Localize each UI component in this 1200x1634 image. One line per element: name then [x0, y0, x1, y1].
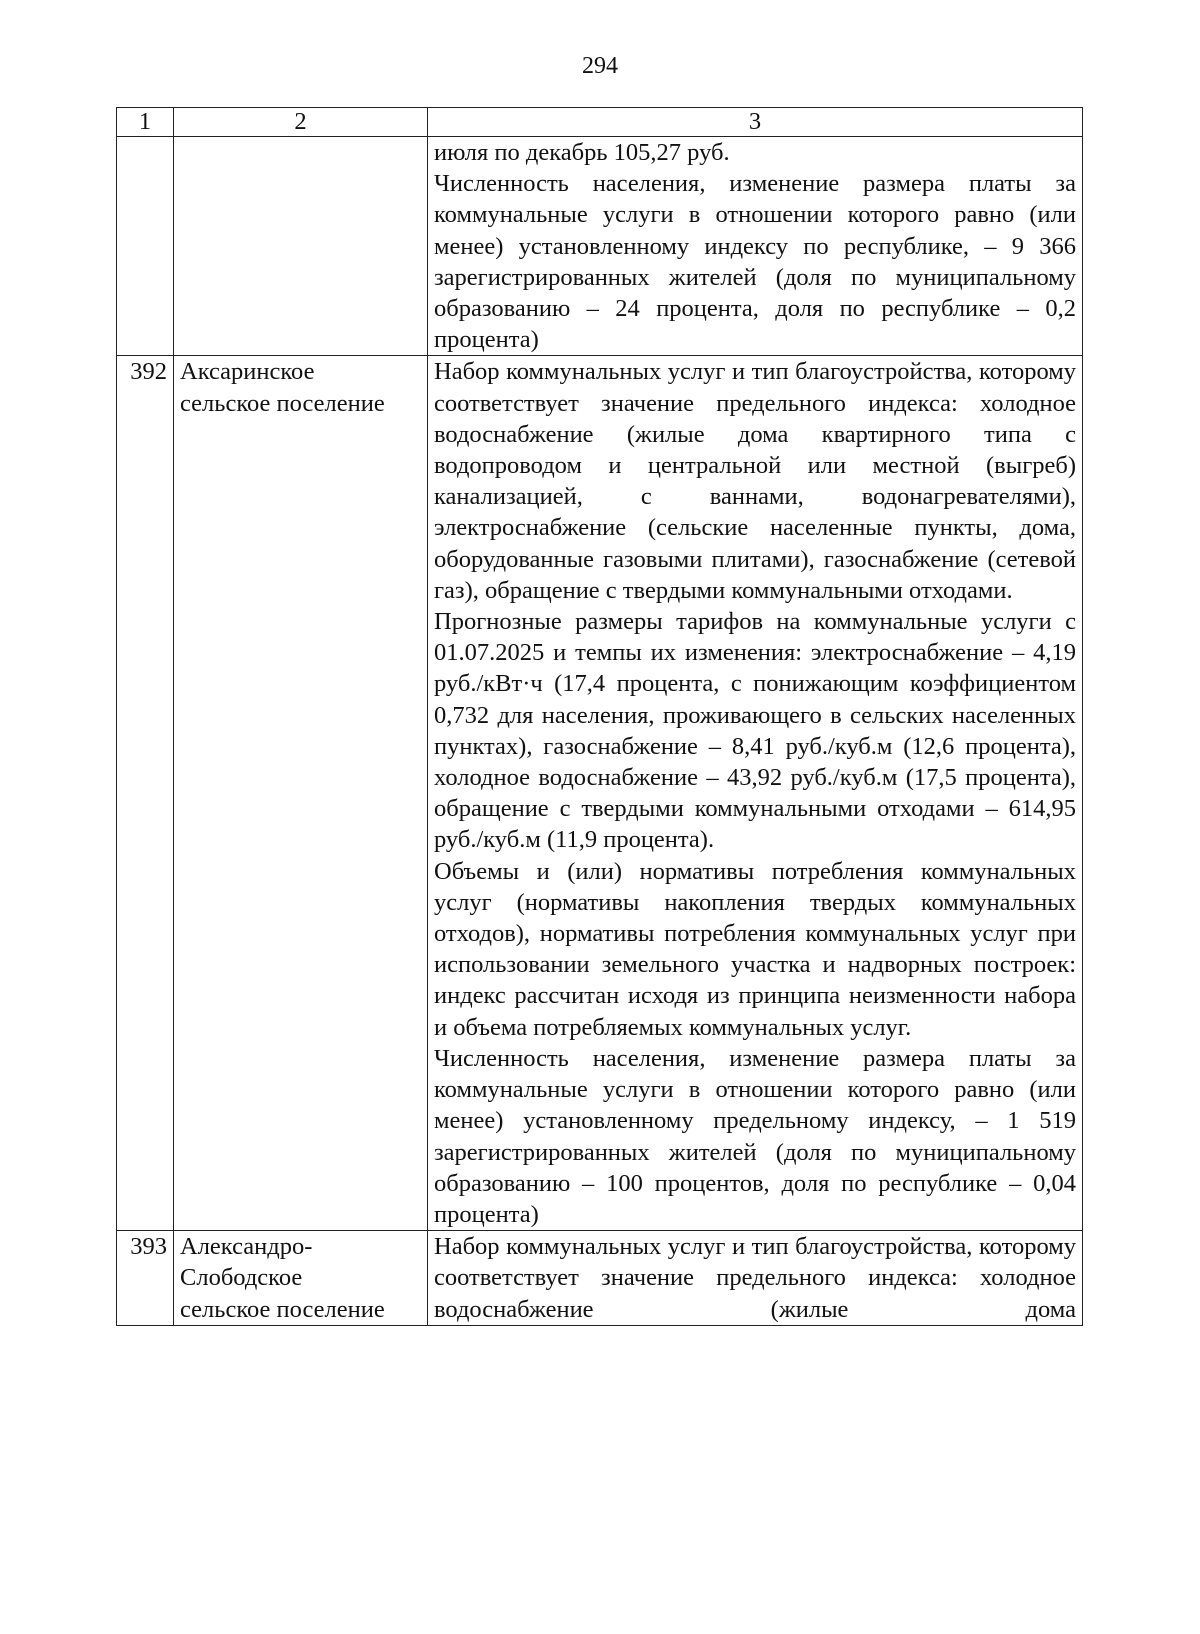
municipality-name-line: сельское поселение: [180, 389, 385, 417]
table-row: [117, 356, 1083, 1231]
column-header-3: 3: [428, 108, 1083, 137]
description-paragraph: Численность населения, изменение размера платы за коммунальные услуги в отношении которого равно (или менее) установленному предельному индексу, – 1 519 зарегистрированных жителей (доля по муниципальному образованию – 100 процентов, доля по республике – 0,04 процента): [434, 1044, 1076, 1228]
municipality-name: [174, 356, 428, 1231]
row-number: 393: [117, 1231, 174, 1326]
municipality-name: [174, 1231, 428, 1326]
tariff-index-table: [116, 107, 1083, 1326]
municipality-name: [174, 137, 428, 356]
description-paragraph: июля по декабрь 105,27 руб.: [434, 139, 730, 166]
municipality-name-line: Слободское: [180, 1264, 303, 1292]
table-row: [117, 137, 1083, 356]
description-paragraph: Прогнозные размеры тарифов на коммунальные услуги с 01.07.2025 и темпы их изменения: электроснабжение – 4,19 руб./кВт·ч (17,4 процента, с понижающим коэффициентом 0,732 для населения, проживающего в сельских населенных пунктах), газоснабжение – 8,41 руб./куб.м (12,6 процента), холодное водоснабжение – 43,92 руб./куб.м (17,5 процента), обращение с твердыми коммунальными отходами – 614,95 руб./куб.м (11,9 процента).: [434, 608, 1076, 854]
municipality-name-line: сельское поселение: [180, 1295, 385, 1323]
description-paragraph: Объемы и (или) нормативы потребления коммунальных услуг (нормативы накопления твердых коммунальных отходов), нормативы потребления коммунальных услуг при использовании земельного участка и надворных построек: индекс рассчитан исходя из принципа неизменности набора и объема потребляемых коммунальных услуг.: [434, 857, 1076, 1041]
column-header-1: 1: [117, 108, 174, 137]
row-description: [428, 137, 1083, 356]
page-number: 294: [582, 53, 618, 79]
table-row: [117, 1231, 1083, 1326]
municipality-name-line: Александро-: [180, 1233, 313, 1261]
row-description: [428, 1231, 1083, 1326]
row-description: [428, 356, 1083, 1231]
description-paragraph: Набор коммунальных услуг и тип благоустройства, которому соответствует значение предельного индекса: холодное водоснабжение (жилые дома квартирного типа с водопроводом и центральной или местной (выгреб) канализацией, с ваннами, водонагревателями), электроснабжение (сельские населенные пункты, дома, оборудованные газовыми плитами), газоснабжение (сетевой газ), обращение с твердыми коммунальными отходами.: [434, 358, 1076, 604]
table-header-row: [117, 108, 1083, 137]
row-number: 392: [117, 356, 174, 1231]
description-paragraph: Численность населения, изменение размера платы за коммунальные услуги в отношении которого равно (или менее) установленному индексу по республике, – 9 366 зарегистрированных жителей (доля по муниципальному образованию – 24 процента, доля по республике – 0,2 процента): [434, 170, 1076, 354]
column-header-2: 2: [174, 108, 428, 137]
description-paragraph: Набор коммунальных услуг и тип благоустройства, которому соответствует значение предельного индекса: холодное водоснабжение (жилые дома: [434, 1233, 1076, 1323]
row-number: [117, 137, 174, 356]
municipality-name-line: Аксаринское: [180, 358, 315, 386]
